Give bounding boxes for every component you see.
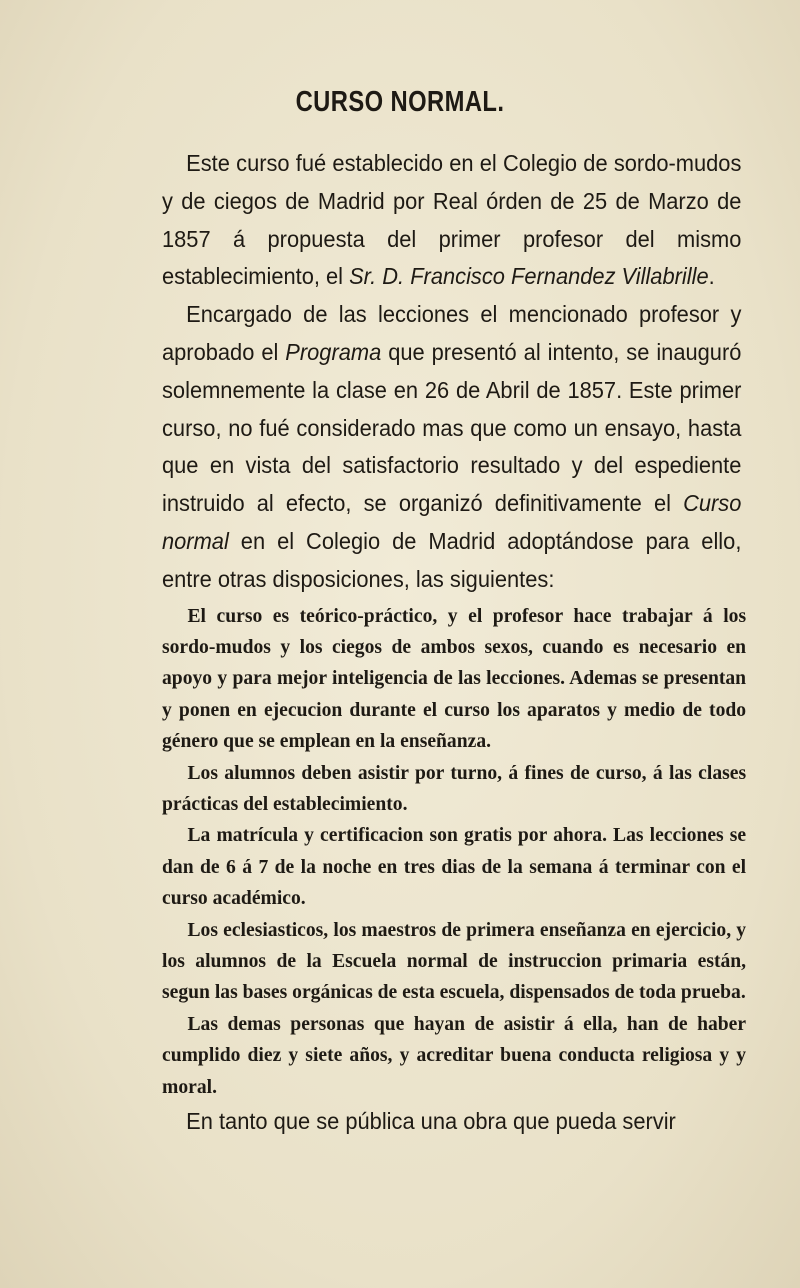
history-paragraph (162, 296, 741, 598)
rule-paragraph: Las demas personas que hayan de asistir á ella, han de haber cumplido diez y siete años, y acreditar buena conducta religiosa y y moral. (162, 1012, 747, 1098)
programa-term: Programa (285, 338, 382, 365)
history-text-2: que presentó al intento, se inauguró solemnemente la clase en 26 de Abril de 1857. Este primer curso, no fué considerado mas que como un ensayo, hasta que en vista del satisfactorio resultado y del espediente instruido al efecto, se organizó definitivamente el (162, 338, 742, 517)
page-title: CURSO NORMAL. (295, 86, 505, 118)
intro-text: Este curso fué establecido en el Colegio de sordo-mudos y de ciegos de Madrid por Real órden de 25 de Marzo de 1857 á propuesta del primer profesor del mismo establecimiento, el (162, 150, 742, 290)
history-text-3: en el Colegio de Madrid adoptándose para ello, entre otras disposiciones, las siguientes: (162, 527, 742, 592)
rule-paragraph: Los eclesiasticos, los maestros de primera enseñanza en ejercicio, y los alumnos de la Escuela normal de instruccion primaria están, segun las bases orgánicas de esta escuela, dispensados de toda prueba. (162, 918, 747, 1004)
closing-line: En tanto que se pública una obra que pueda servir (186, 1108, 676, 1135)
intro-end: . (708, 263, 715, 290)
rules-list (162, 601, 800, 1104)
founder-name: Sr. D. Francisco Fernandez Villabrille (349, 263, 709, 290)
history-text-1: Encargado de las lecciones el mencionado profesor y aprobado el (162, 301, 742, 365)
rule-paragraph: La matrícula y certificacion son gratis por ahora. Las lecciones se dan de 6 á 7 de la noche en tres dias de la semana á terminar con el curso académico. (162, 824, 747, 910)
rule-paragraph: Los alumnos deben asistir por turno, á fines de curso, á las clases prácticas del establecimiento. (162, 761, 747, 815)
body-text (162, 145, 800, 1141)
rule-paragraph: El curso es teórico-práctico, y el profesor hace trabajar á los sordo-mudos y los ciegos de ambos sexos, cuando es necesario en apoyo y para mejor inteligencia de las lecciones. Ademas se presentan y ponen en ejecucion durante el curso los aparatos y medio de todo género que se emplean en la enseñanza. (162, 604, 747, 753)
intro-paragraph (162, 145, 741, 296)
curso-normal-term: Curso normal (162, 490, 742, 554)
